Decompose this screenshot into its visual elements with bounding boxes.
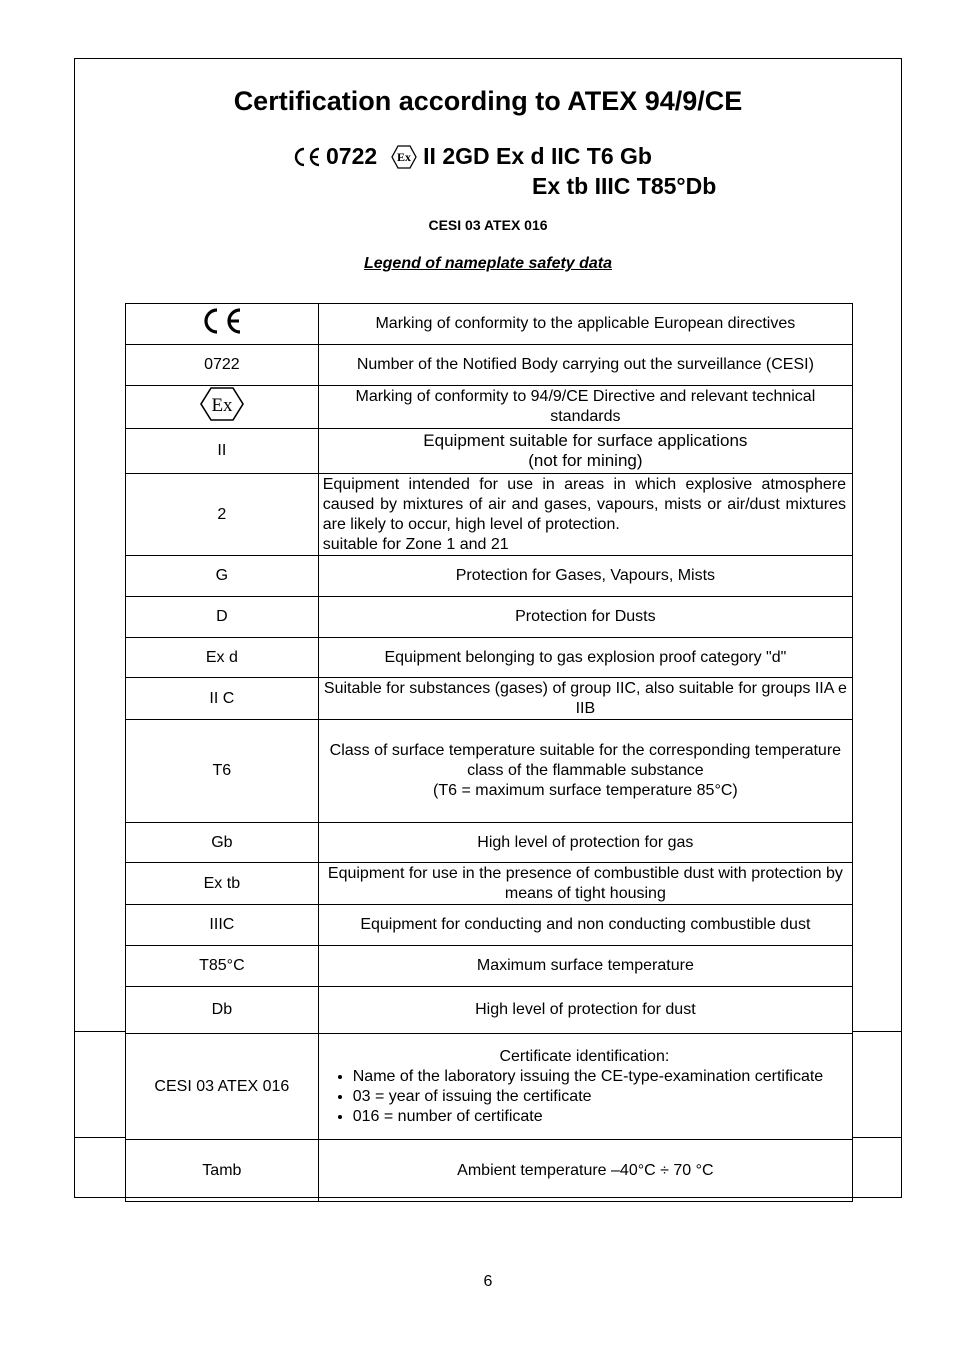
page-title: Certification according to ATEX 94/9/CE (233, 86, 743, 116)
svg-text:Ex: Ex (211, 395, 233, 416)
description-cell (318, 474, 852, 556)
description-cell (318, 720, 852, 823)
description-line: Class of surface temperature suitable for the corresponding temperature class of the flammable substance (329, 742, 842, 779)
description-cell: Equipment for conducting and non conducting combustible dust (318, 905, 852, 946)
description-cell: Number of the Notified Body carrying out the surveillance (CESI) (318, 345, 852, 386)
table-row (126, 304, 853, 345)
symbol-cell: II C (126, 678, 319, 720)
notified-body-number: 0722 (326, 143, 378, 169)
description-cell: Protection for Dusts (318, 597, 852, 638)
symbol-cell (126, 386, 319, 429)
row-divider-right (852, 1137, 902, 1138)
symbol-cell: IIIC (126, 905, 319, 946)
certificate-number: CESI 03 ATEX 016 (428, 217, 548, 233)
ex-hexagon-icon (199, 386, 245, 428)
table-row (126, 638, 853, 678)
table-row (126, 678, 853, 720)
nameplate-legend-table (125, 303, 853, 1202)
table-row (126, 863, 853, 905)
table-row (126, 720, 853, 823)
row-divider-right (852, 1031, 902, 1032)
description-extra: suitable for Zone 1 and 21 (322, 535, 509, 553)
svg-text:Ex: Ex (397, 149, 412, 164)
ex-hexagon-icon (391, 145, 417, 169)
description-line: Equipment suitable for surface applications (423, 431, 748, 450)
symbol-cell: T6 (126, 720, 319, 823)
symbol-cell: II (126, 429, 319, 474)
description-cell: Suitable for substances (gases) of group IIC, also suitable for groups IIA e IIB (318, 678, 852, 720)
symbol-cell: CESI 03 ATEX 016 (126, 1034, 319, 1140)
ce-mark-icon (199, 306, 245, 342)
table-row (126, 597, 853, 638)
symbol-cell (126, 304, 319, 345)
symbol-cell: G (126, 556, 319, 597)
table-row (126, 345, 853, 386)
description-text: Equipment intended for use in areas in which explosive atmosphere caused by mixtures of air and gases, vapours, mists or air/dust mixtures are likely to occur, high level of protection. (322, 475, 846, 533)
symbol-cell: Ex tb (126, 863, 319, 905)
page-number: 6 (483, 1273, 493, 1290)
description-cell: Protection for Gases, Vapours, Mists (318, 556, 852, 597)
symbol-cell: 2 (126, 474, 319, 556)
description-cell: High level of protection for gas (318, 823, 852, 863)
symbol-cell: Tamb (126, 1140, 319, 1202)
legend-heading: Legend of nameplate safety data (363, 255, 613, 272)
symbol-cell: D (126, 597, 319, 638)
description-cell: Marking of conformity to 94/9/CE Directive and relevant technical standards (318, 386, 852, 429)
table-row (126, 946, 853, 987)
table-row (126, 905, 853, 946)
bullet-list (323, 1067, 846, 1127)
description-line: (T6 = maximum surface temperature 85°C) (433, 782, 738, 799)
table-row (126, 429, 853, 474)
table-row (126, 386, 853, 429)
description-cell: Ambient temperature –40°C ÷ 70 °C (318, 1140, 852, 1202)
row-divider-left (74, 1031, 126, 1032)
marking-code: II 2GD Ex d IIC T6 Gb (423, 143, 652, 169)
description-cell: High level of protection for dust (318, 987, 852, 1034)
description-cell: Marking of conformity to the applicable European directives (318, 304, 852, 345)
symbol-cell: Gb (126, 823, 319, 863)
row-divider-left (74, 1137, 126, 1138)
list-item: • 03 = year of issuing the certificate (353, 1087, 846, 1107)
symbol-cell: Ex d (126, 638, 319, 678)
ce-mark-icon (292, 146, 322, 168)
description-cell: Maximum surface temperature (318, 946, 852, 987)
table-row (126, 1140, 853, 1202)
description-cell (318, 1034, 852, 1140)
symbol-cell: T85°C (126, 946, 319, 987)
list-item: • 016 = number of certificate (353, 1107, 846, 1127)
symbol-cell: 0722 (126, 345, 319, 386)
description-line: (not for mining) (528, 451, 643, 470)
description-title: Certificate identification: (499, 1047, 670, 1065)
description-cell: Equipment belonging to gas explosion proof category "d" (318, 638, 852, 678)
table-row (126, 823, 853, 863)
description-cell: Equipment for use in the presence of combustible dust with protection by means of tight housing (318, 863, 852, 905)
symbol-cell: Db (126, 987, 319, 1034)
table-row (126, 987, 853, 1034)
table-row (126, 556, 853, 597)
marking-line-2: Ex tb IIIC T85°Db (532, 173, 717, 199)
table-row (126, 474, 853, 556)
marking-line-1 (292, 143, 652, 170)
list-item: • Name of the laboratory issuing the CE-type-examination certificate (353, 1067, 846, 1087)
description-cell (318, 429, 852, 474)
table-row (126, 1034, 853, 1140)
